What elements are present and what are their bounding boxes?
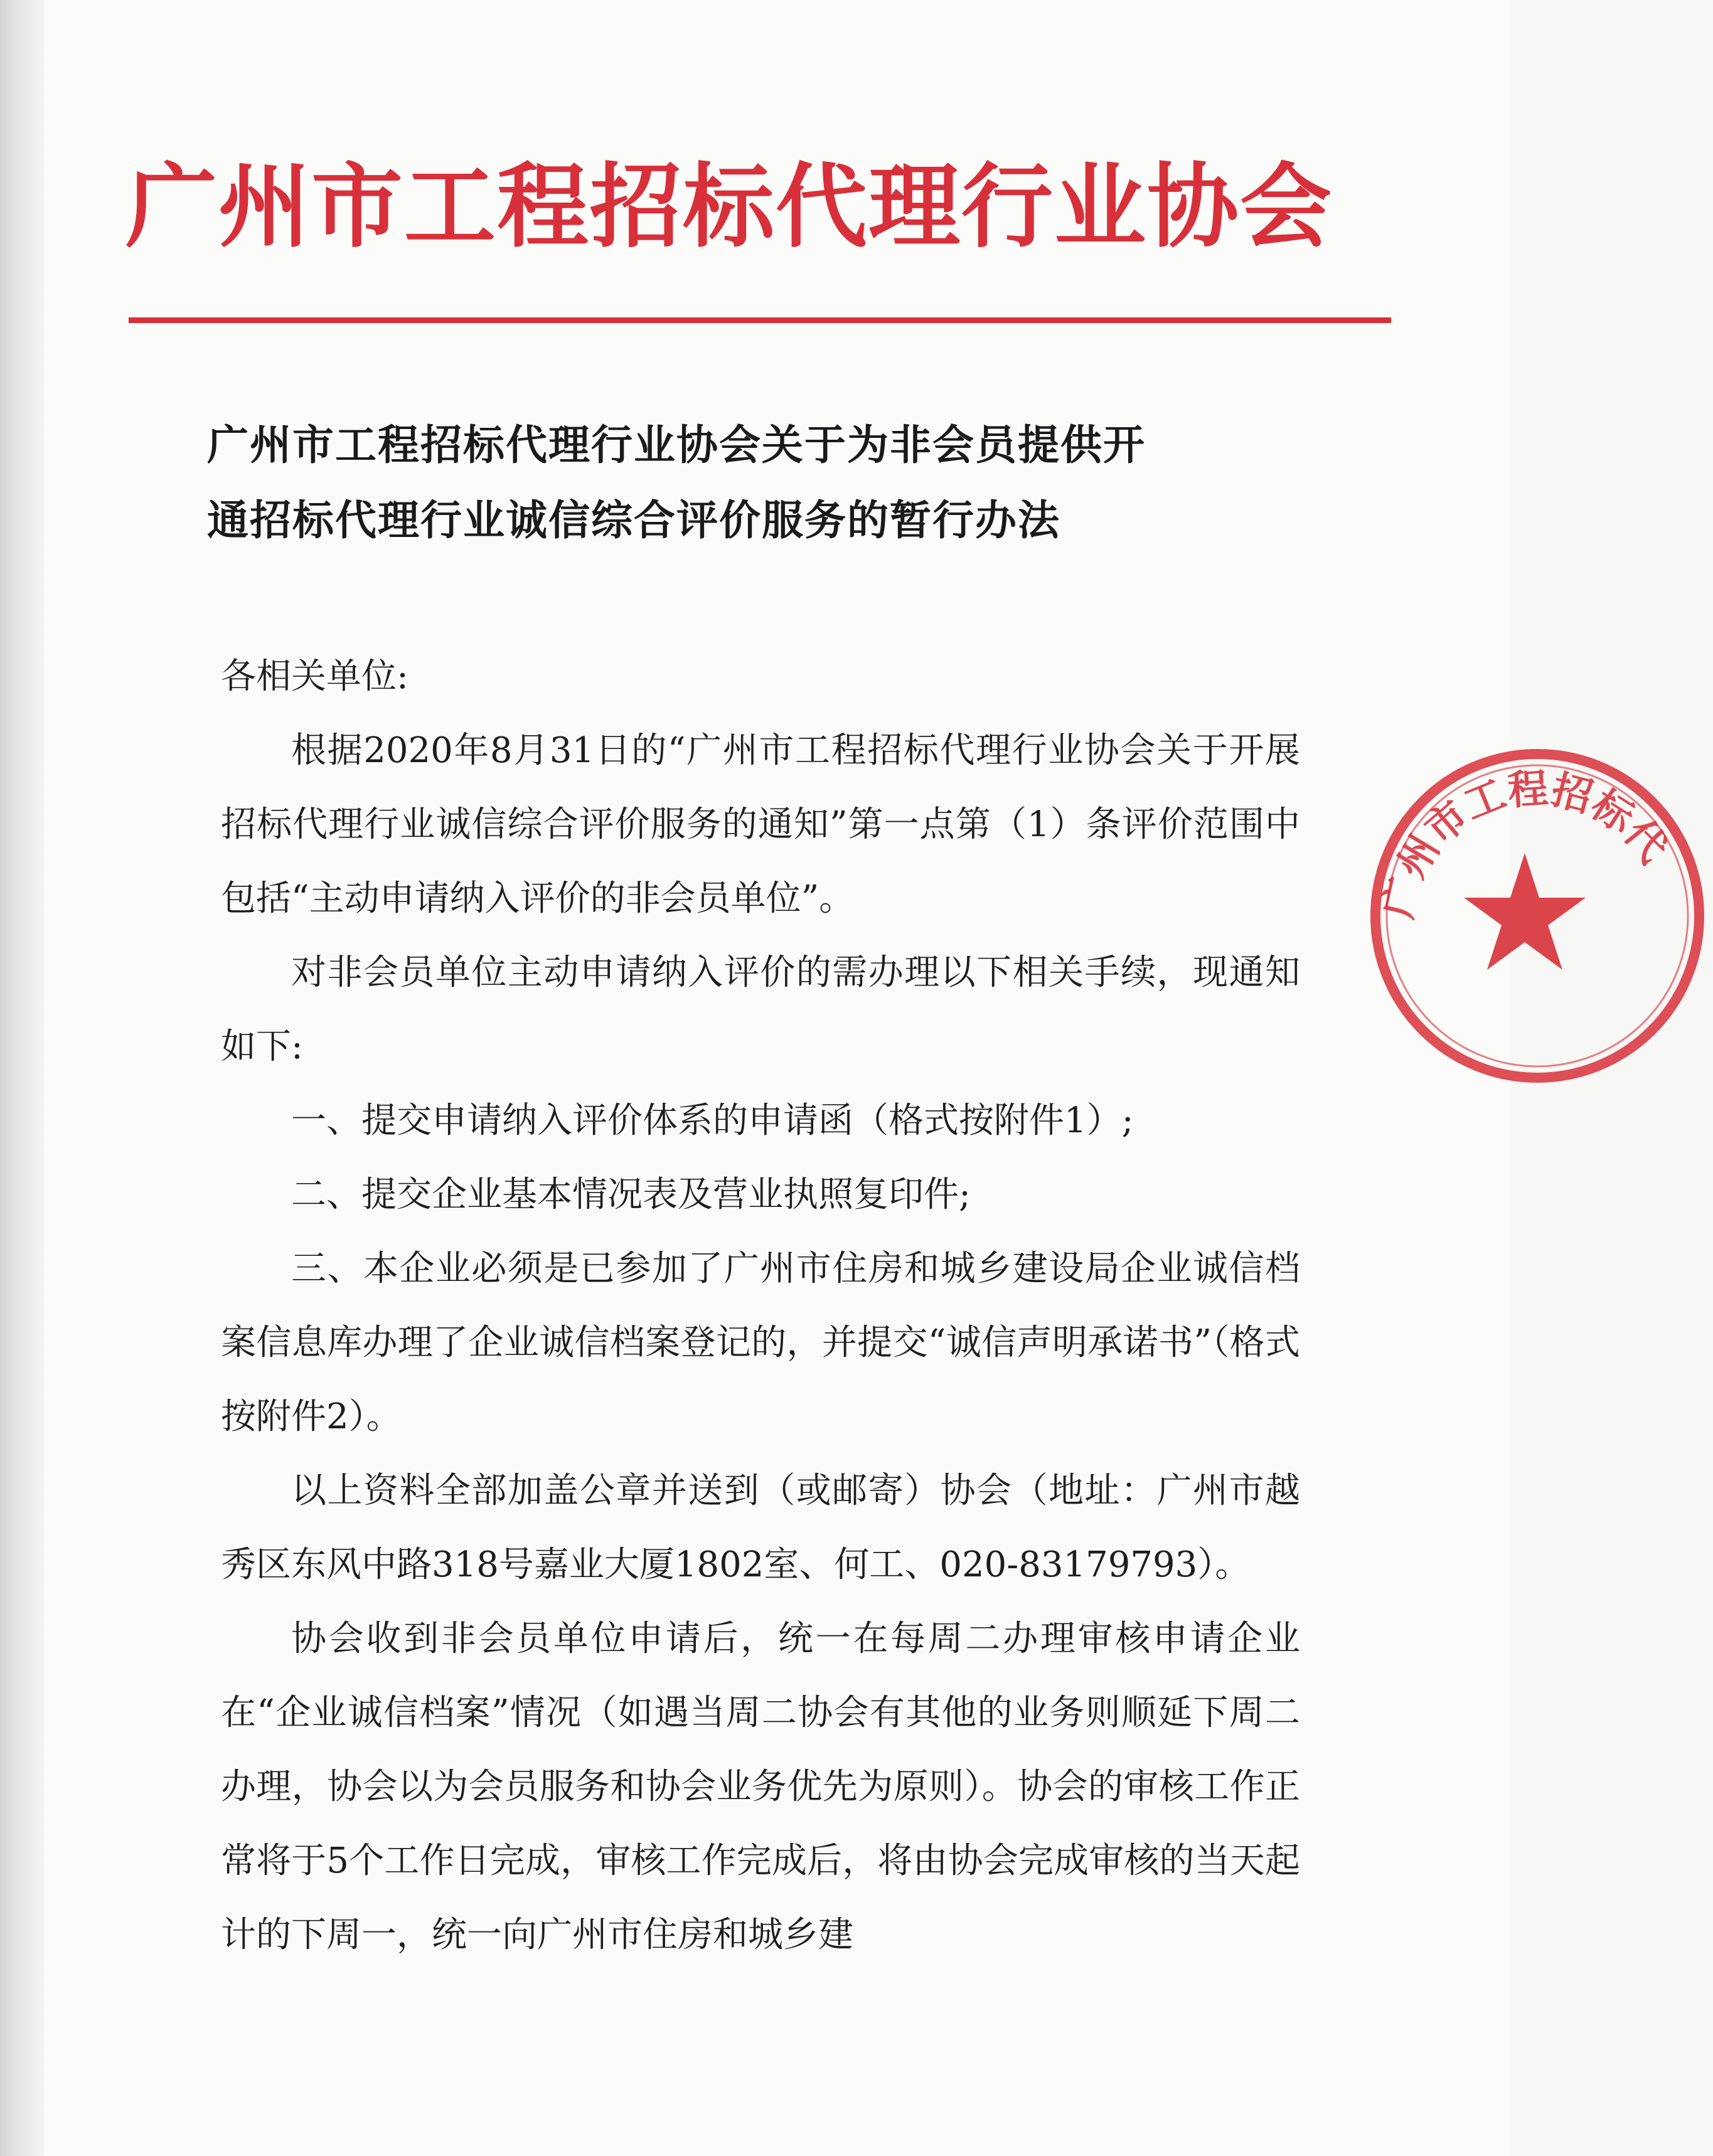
paragraph-item-2: 二、提交企业基本情况表及营业执照复印件; [291,1174,971,1215]
paragraph-review-process: 协会收到非会员单位申请后，统一在每周二办理审核申请企业在“企业诚信档案”情况（如遇当周二协会有其他的业务则顺延下周二办理，协会以为会员服务和协会业务优先为原则）。协会的审核工作正常将于5个工作日完成，审核工作完成后，将由协会完成审核的当天起计的下周一，统一向广州市住房和城乡建 [221,1618,1300,1955]
paragraph-submission-address: 以上资料全部加盖公章并送到（或邮寄）协会（地址：广州市越秀区东风中路318号嘉业大厦1802室、何工、020-83179793）。 [221,1470,1300,1585]
document-title-line-2: 通招标代理行业诚信综合评价服务的暂行办法 [207,496,1060,544]
paragraph-basis: 根据2020年8月31日的“广州市工程招标代理行业协会关于开展招标代理行业诚信综合评价服务的通知”第一点第（1）条评价范围中包括“主动申请纳入评价的非会员单位”。 [221,730,1300,919]
document-title-line-1: 广州市工程招标代理行业协会关于为非会员提供开 [207,421,1146,469]
seal-text: 广州市工程招标代 [1375,765,1676,923]
letterhead-red-rule [129,317,1391,323]
document-body [221,640,1300,1972]
paragraph-procedures-intro: 对非会员单位主动申请纳入评价的需办理以下相关手续，现通知如下: [221,952,1300,1067]
official-seal-stamp [1362,740,1713,1091]
seal-star-icon [1464,853,1586,970]
paragraph-item-1: 一、提交申请纳入评价体系的申请函（格式按附件1）; [291,1100,1134,1141]
document-title [207,408,1337,558]
paragraph-item-3: 三、本企业必须是已参加了广州市住房和城乡建设局企业诚信档案信息库办理了企业诚信档案登记的，并提交“诚信声明承诺书”（格式按附件2）。 [221,1248,1300,1437]
scan-shadow-edge [0,0,44,2156]
letterhead-organization: 广州市工程招标代理行业协会 [125,153,1333,260]
salutation: 各相关单位: [221,656,408,697]
